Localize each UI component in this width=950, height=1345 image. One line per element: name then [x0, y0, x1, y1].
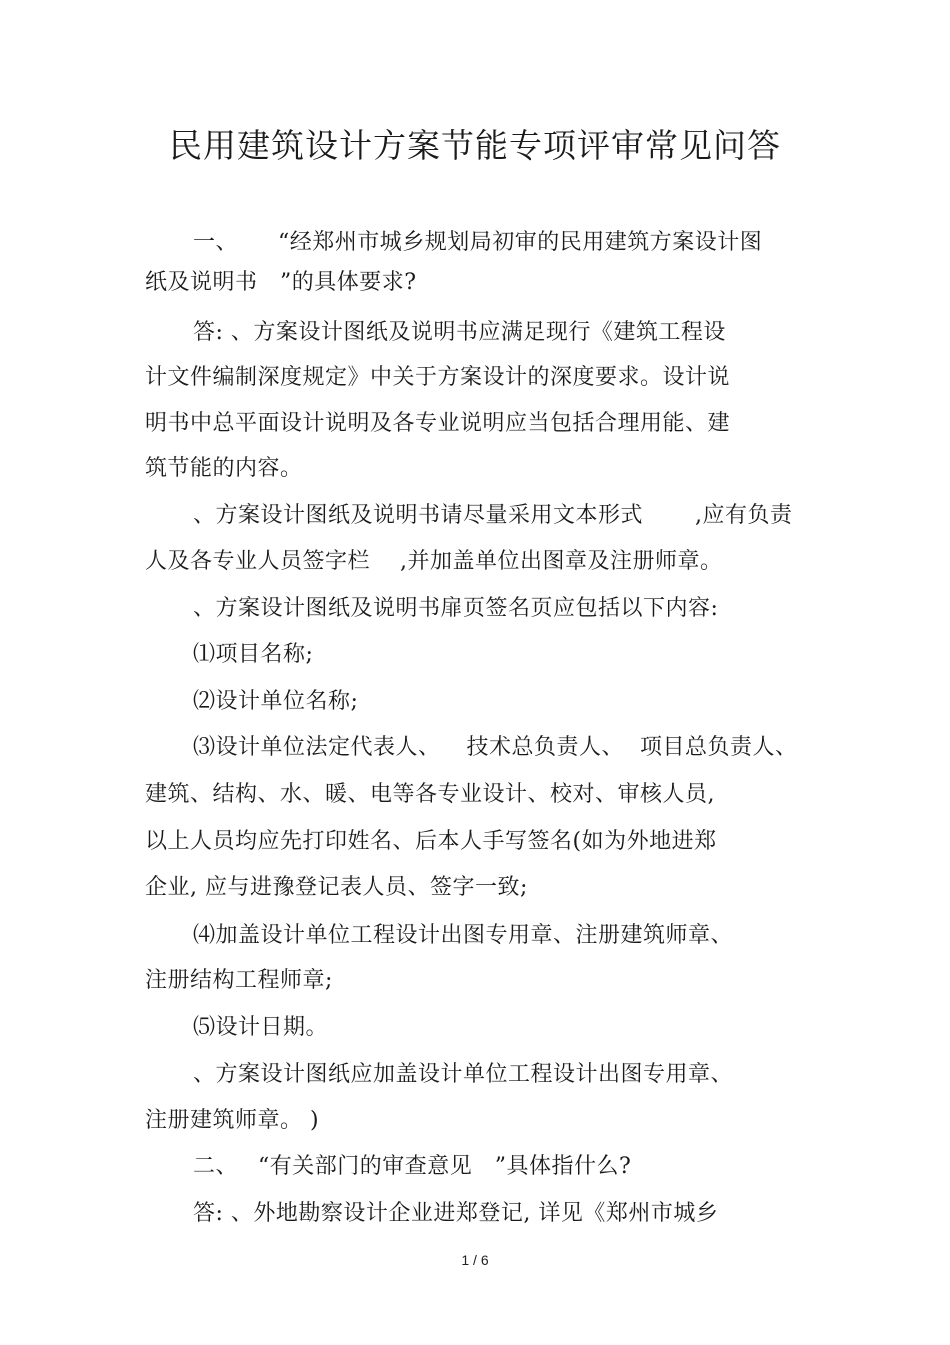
- document-title: 民用建筑设计方案节能专项评审常见问答: [169, 126, 781, 165]
- question-1-text-line1: “经郑州市城乡规划局初审的民用建筑方案设计图: [278, 230, 763, 255]
- answer-1-paragraph-3: 、方案设计图纸及说明书扉页签名页应包括以下内容:: [193, 596, 719, 621]
- answer-1-line: 筑节能的内容。: [145, 456, 303, 481]
- question-2-text: “有关部门的审查意见 ”具体指什么?: [258, 1154, 632, 1179]
- paragraph-text: ,并加盖单位出图章及注册师章。: [400, 549, 723, 574]
- paragraph-text: 、方案设计图纸及说明书请尽量采用文本形式: [193, 503, 644, 528]
- answer-2-line: 答: 、外地勘察设计企业进郑登记, 详见《郑州市城乡: [193, 1201, 719, 1226]
- list-item-4-line: ⑷加盖设计单位工程设计出图专用章、注册建筑师章、: [193, 923, 734, 948]
- list-item-3-line: 以上人员均应先打印姓名、后本人手写签名(如为外地进郑: [145, 829, 717, 854]
- list-item-3-line: 建筑、结构、水、暖、电等各专业设计、校对、审核人员,: [145, 782, 715, 807]
- answer-1-paragraph-2-line1: [193, 500, 793, 532]
- paragraph-text: ,应有负责: [695, 503, 793, 528]
- answer-1-line: 计文件编制深度规定》中关于方案设计的深度要求。设计说: [145, 365, 731, 390]
- question-1-text-line2: 纸及说明书 ”的具体要求?: [145, 270, 417, 295]
- list-item-3-line: 企业, 应与进豫登记表人员、签字一致;: [145, 875, 528, 900]
- list-item-4-line: 注册结构工程师章;: [145, 968, 333, 993]
- answer-1-line: 明书中总平面设计说明及各专业说明应当包括合理用能、建: [145, 411, 731, 436]
- list-item-5: ⑸设计日期。: [193, 1015, 329, 1040]
- page-indicator: 1 / 6: [461, 1252, 489, 1268]
- answer-1-paragraph-2-line2: [145, 546, 723, 578]
- paragraph-text: 技术总负责人、: [466, 735, 625, 760]
- answer-1-paragraph-4-line: 、方案设计图纸应加盖设计单位工程设计出图专用章、: [193, 1062, 734, 1087]
- question-2: [193, 1151, 631, 1183]
- question-2-number: 二、: [193, 1154, 239, 1179]
- question-1-number: 一、: [193, 230, 239, 255]
- paragraph-text: 人及各专业人员签字栏: [145, 549, 371, 574]
- answer-1-paragraph-4-line: 注册建筑师章。 ): [145, 1108, 320, 1133]
- paragraph-text: 项目总负责人、: [640, 735, 798, 760]
- question-1: [193, 227, 762, 259]
- list-item-1: ⑴项目名称;: [193, 642, 314, 667]
- paragraph-text: ⑶设计单位法定代表人、: [193, 735, 441, 760]
- answer-1-line: 答: 、方案设计图纸及说明书应满足现行《建筑工程设: [193, 320, 726, 345]
- list-item-2: ⑵设计单位名称;: [193, 689, 359, 714]
- list-item-3-line1: [193, 732, 798, 764]
